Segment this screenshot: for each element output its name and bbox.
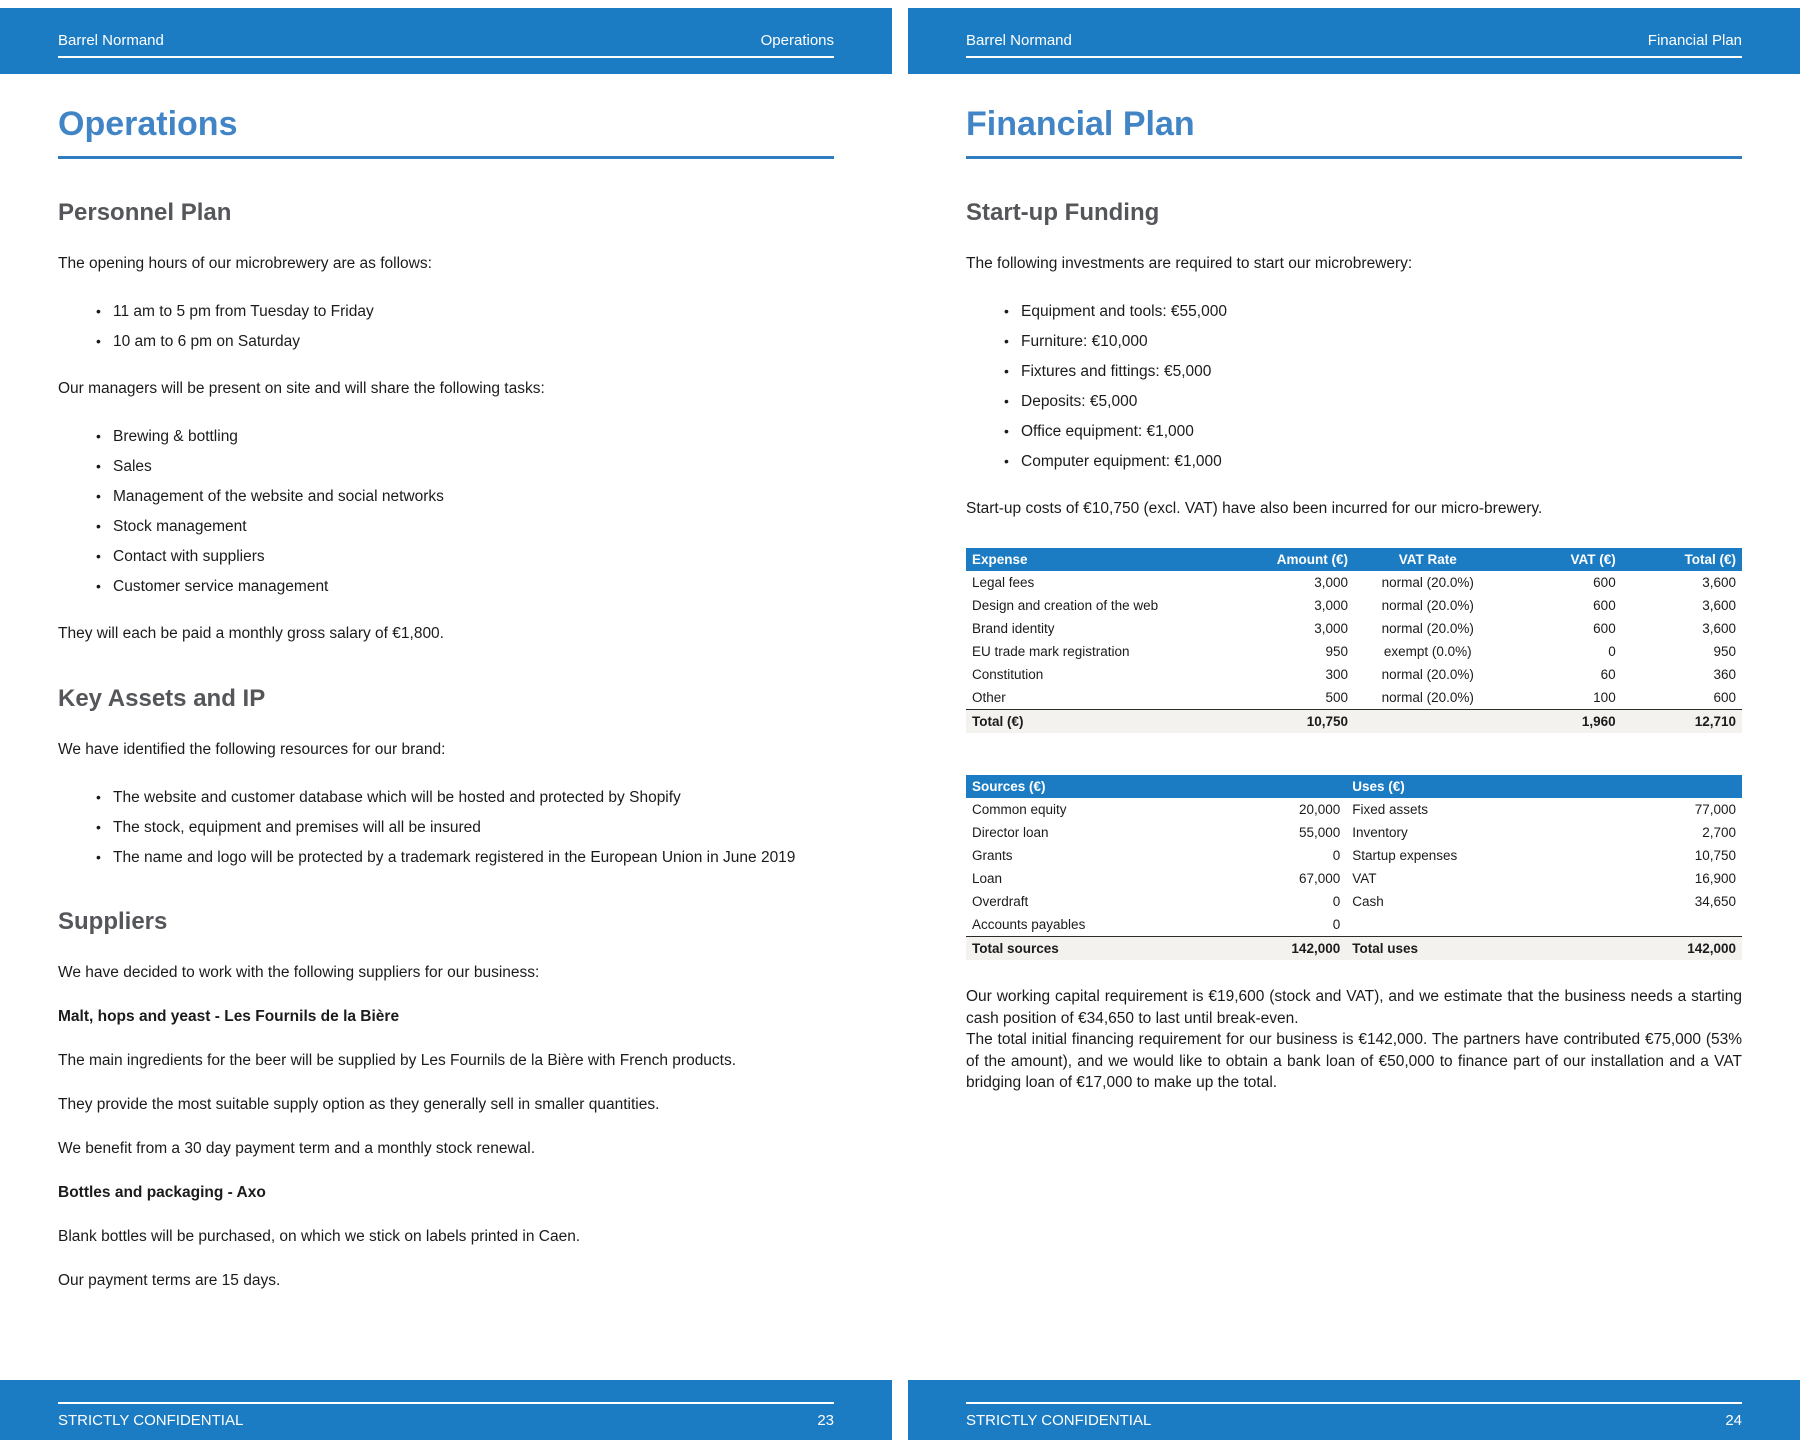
cell-source-amount: 20,000 [1160, 798, 1346, 821]
footer-page-number: 24 [1725, 1412, 1742, 1429]
footer-band-row [58, 1402, 834, 1430]
sources-uses-table [966, 775, 1742, 960]
header-company: Barrel Normand [966, 32, 1072, 49]
cell-total: 360 [1622, 663, 1742, 686]
cell-use: Cash [1346, 890, 1556, 913]
list-item: • Office equipment: €1,000 [1004, 421, 1742, 442]
cell-amount: 500 [1261, 686, 1354, 710]
cell-source-amount: 55,000 [1160, 821, 1346, 844]
cell-vat-rate: normal (20.0%) [1354, 594, 1501, 617]
footer-confidential: STRICTLY CONFIDENTIAL [58, 1412, 244, 1429]
list-item: • 11 am to 5 pm from Tuesday to Friday [96, 301, 834, 322]
cell-vat: 600 [1501, 571, 1621, 594]
paragraph: Our working capital requirement is €19,600 (stock and VAT), and we estimate that the business needs a starting cash position of €34,650 to last until break-even. [966, 988, 1742, 1027]
page-financial-plan [908, 0, 1800, 1440]
table-total-row [966, 937, 1742, 961]
cell-use-amount: 34,650 [1556, 890, 1742, 913]
cell-use-amount [1556, 913, 1742, 937]
table-header-row [966, 775, 1742, 798]
list-item: • Sales [96, 456, 834, 477]
cell-expense: Design and creation of the web [966, 594, 1261, 617]
startup-costs-table [966, 548, 1742, 733]
cell-total: 3,600 [1622, 594, 1742, 617]
paragraph: The opening hours of our microbrewery are as follows: [58, 255, 432, 272]
cell-use-amount: 142,000 [1556, 937, 1742, 961]
cell-source: Overdraft [966, 890, 1160, 913]
cell-expense: EU trade mark registration [966, 640, 1261, 663]
cell-expense: Total (€) [966, 710, 1261, 734]
cell-source-amount: 0 [1160, 844, 1346, 867]
manager-tasks-list [58, 426, 834, 597]
cell-source: Grants [966, 844, 1160, 867]
list-item: • The name and logo will be protected by a trademark registered in the European Union in June 2019 [96, 847, 834, 868]
table-row [966, 913, 1742, 937]
cell-vat-rate: normal (20.0%) [1354, 686, 1501, 710]
cell-vat: 1,960 [1501, 710, 1621, 734]
paragraph: The main ingredients for the beer will be supplied by Les Fournils de la Bière with French products. [58, 1052, 737, 1069]
list-item: • The stock, equipment and premises will all be insured [96, 817, 834, 838]
footer-confidential: STRICTLY CONFIDENTIAL [966, 1412, 1152, 1429]
paragraph: We have identified the following resources for our brand: [58, 741, 446, 758]
cell-total: 3,600 [1622, 617, 1742, 640]
header-company: Barrel Normand [58, 32, 164, 49]
table-row [966, 890, 1742, 913]
table-row [966, 686, 1742, 710]
cell-use: Inventory [1346, 821, 1556, 844]
header-chapter: Operations [760, 32, 834, 49]
cell-amount: 3,000 [1261, 571, 1354, 594]
list-item: • The website and customer database which will be hosted and protected by Shopify [96, 787, 834, 808]
table-row [966, 867, 1742, 890]
cell-use-amount: 16,900 [1556, 867, 1742, 890]
column-header: Total (€) [1622, 548, 1742, 571]
list-item: • Contact with suppliers [96, 546, 834, 567]
cell-total: 3,600 [1622, 571, 1742, 594]
column-header [1160, 775, 1346, 798]
header-chapter: Financial Plan [1647, 32, 1742, 49]
column-header [1556, 775, 1742, 798]
page-title: Financial Plan [966, 104, 1742, 159]
cell-vat: 600 [1501, 617, 1621, 640]
cell-amount: 10,750 [1261, 710, 1354, 734]
investments-list [966, 301, 1742, 472]
cell-source-amount: 67,000 [1160, 867, 1346, 890]
cell-source-amount: 0 [1160, 890, 1346, 913]
paragraph: They will each be paid a monthly gross salary of €1,800. [58, 625, 444, 642]
section-heading-personnel-plan: Personnel Plan [58, 199, 232, 226]
cell-source: Total sources [966, 937, 1160, 961]
cell-use-amount: 77,000 [1556, 798, 1742, 821]
cell-vat: 100 [1501, 686, 1621, 710]
cell-amount: 300 [1261, 663, 1354, 686]
page-content [908, 104, 1800, 1094]
cell-total: 12,710 [1622, 710, 1742, 734]
list-item: • Stock management [96, 516, 834, 537]
cell-amount: 3,000 [1261, 617, 1354, 640]
column-header: Sources (€) [966, 775, 1160, 798]
supplier-title: Malt, hops and yeast - Les Fournils de la Bière [58, 1008, 400, 1025]
header-band-row [58, 8, 834, 58]
column-header: VAT Rate [1354, 548, 1501, 571]
paragraph: Our payment terms are 15 days. [58, 1272, 281, 1289]
cell-vat-rate: normal (20.0%) [1354, 571, 1501, 594]
list-item: • Deposits: €5,000 [1004, 391, 1742, 412]
cell-expense: Constitution [966, 663, 1261, 686]
opening-hours-list [58, 301, 834, 352]
cell-use: VAT [1346, 867, 1556, 890]
cell-vat: 600 [1501, 594, 1621, 617]
table-row [966, 640, 1742, 663]
cell-use-amount: 2,700 [1556, 821, 1742, 844]
footer-band [0, 1380, 892, 1440]
cell-expense: Brand identity [966, 617, 1261, 640]
table-header-row [966, 548, 1742, 571]
cell-expense: Other [966, 686, 1261, 710]
page-operations [0, 0, 892, 1440]
paragraph: We have decided to work with the following suppliers for our business: [58, 964, 540, 981]
header-band [908, 8, 1800, 74]
list-item: • Management of the website and social networks [96, 486, 834, 507]
paragraph: Our managers will be present on site and will share the following tasks: [58, 380, 545, 397]
cell-use [1346, 913, 1556, 937]
table-row [966, 821, 1742, 844]
list-item: • Fixtures and fittings: €5,000 [1004, 361, 1742, 382]
table-row [966, 844, 1742, 867]
cell-total: 600 [1622, 686, 1742, 710]
paragraph: We benefit from a 30 day payment term and a monthly stock renewal. [58, 1140, 536, 1157]
cell-vat-rate: exempt (0.0%) [1354, 640, 1501, 663]
cell-source-amount: 142,000 [1160, 937, 1346, 961]
footer-band-row [966, 1402, 1742, 1430]
list-item: • 10 am to 6 pm on Saturday [96, 331, 834, 352]
cell-vat: 0 [1501, 640, 1621, 663]
cell-amount: 950 [1261, 640, 1354, 663]
section-heading-suppliers: Suppliers [58, 908, 168, 935]
header-band-row [966, 8, 1742, 58]
column-header: VAT (€) [1501, 548, 1621, 571]
footer-band [908, 1380, 1800, 1440]
paragraph: The following investments are required to start our microbrewery: [966, 255, 1413, 272]
cell-source: Loan [966, 867, 1160, 890]
table-row [966, 594, 1742, 617]
cell-amount: 3,000 [1261, 594, 1354, 617]
funding-analysis [966, 986, 1742, 1094]
cell-use-amount: 10,750 [1556, 844, 1742, 867]
cell-total: 950 [1622, 640, 1742, 663]
supplier-title: Bottles and packaging - Axo [58, 1184, 266, 1201]
table-row [966, 798, 1742, 821]
list-item: • Equipment and tools: €55,000 [1004, 301, 1742, 322]
cell-expense: Legal fees [966, 571, 1261, 594]
cell-source: Accounts payables [966, 913, 1160, 937]
page-content [0, 104, 892, 1292]
cell-use: Startup expenses [1346, 844, 1556, 867]
paragraph: The total initial financing requirement for our business is €142,000. The partners have contributed €75,000 (53% of the amount), and we would like to obtain a bank loan of €50,000 to finance part of our installation and a VAT bridging loan of €17,000 to make up the total. [966, 1031, 1742, 1091]
cell-vat-rate [1354, 710, 1501, 734]
cell-vat-rate: normal (20.0%) [1354, 663, 1501, 686]
section-heading-key-assets: Key Assets and IP [58, 685, 266, 712]
cell-source: Director loan [966, 821, 1160, 844]
list-item: • Customer service management [96, 576, 834, 597]
column-header: Uses (€) [1346, 775, 1556, 798]
list-item: • Computer equipment: €1,000 [1004, 451, 1742, 472]
table-row [966, 617, 1742, 640]
header-band [0, 8, 892, 74]
paragraph: Blank bottles will be purchased, on which we stick on labels printed in Caen. [58, 1228, 581, 1245]
cell-source-amount: 0 [1160, 913, 1346, 937]
column-header: Expense [966, 548, 1261, 571]
list-item: • Brewing & bottling [96, 426, 834, 447]
cell-use: Total uses [1346, 937, 1556, 961]
list-item: • Furniture: €10,000 [1004, 331, 1742, 352]
section-heading-startup-funding: Start-up Funding [966, 199, 1160, 226]
table-row [966, 571, 1742, 594]
paragraph: Start-up costs of €10,750 (excl. VAT) have also been incurred for our micro-brewery. [966, 500, 1543, 517]
cell-use: Fixed assets [1346, 798, 1556, 821]
paragraph: They provide the most suitable supply option as they generally sell in smaller quantities. [58, 1096, 660, 1113]
cell-vat-rate: normal (20.0%) [1354, 617, 1501, 640]
key-assets-list [58, 787, 834, 868]
cell-source: Common equity [966, 798, 1160, 821]
footer-page-number: 23 [817, 1412, 834, 1429]
cell-vat: 60 [1501, 663, 1621, 686]
column-header: Amount (€) [1261, 548, 1354, 571]
table-row [966, 663, 1742, 686]
table-total-row [966, 710, 1742, 734]
page-title: Operations [58, 104, 834, 159]
